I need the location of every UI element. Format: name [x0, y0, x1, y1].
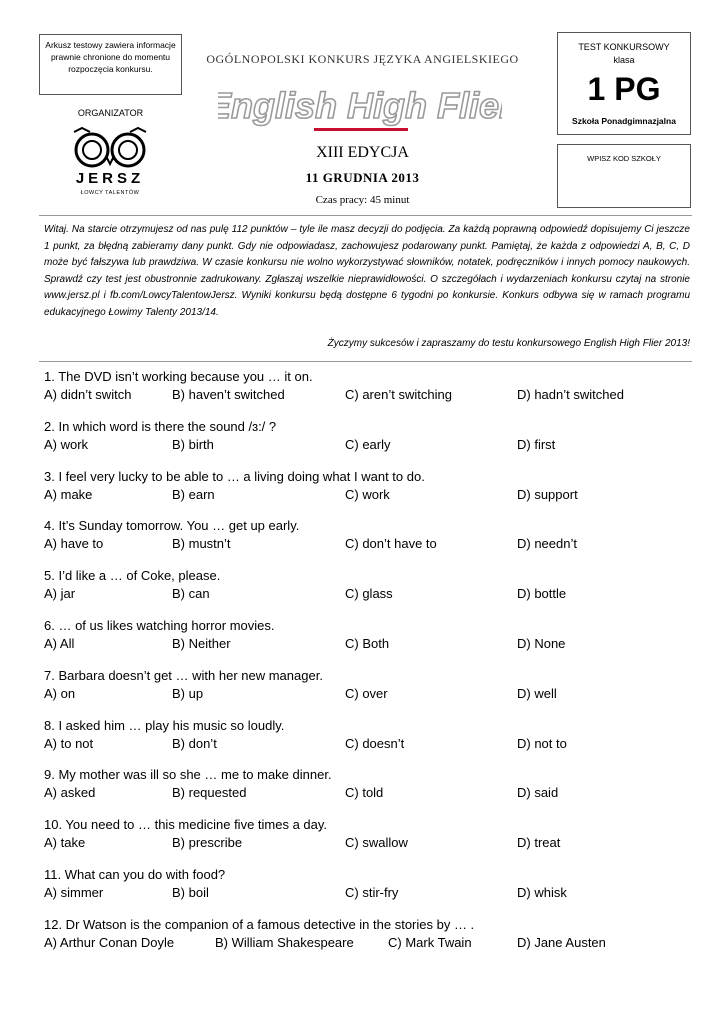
organizer-label: ORGANIZATOR: [77, 108, 144, 118]
answer-option-d[interactable]: D) treat: [517, 835, 561, 851]
answer-options: [44, 386, 694, 404]
answer-option-c[interactable]: C) aren’t switching: [345, 387, 452, 402]
answer-option-a[interactable]: A) take: [44, 835, 86, 851]
contest-title: OGÓLNOPOLSKI KONKURS JĘZYKA ANGIELSKIEGO: [206, 52, 519, 66]
answer-option-d[interactable]: D) bottle: [517, 586, 567, 602]
answer-option-a[interactable]: A) All: [44, 636, 75, 651]
answer-option-b[interactable]: B) boil: [172, 885, 209, 900]
question-11: [44, 866, 694, 902]
answer-options: [44, 685, 694, 703]
class-value: 1 PG: [587, 71, 661, 107]
question-stem: 6. … of us likes watching horror movies.: [44, 618, 275, 633]
answer-option-d[interactable]: D) None: [517, 636, 566, 651]
answer-option-b[interactable]: B) birth: [172, 436, 214, 452]
answer-option-a[interactable]: A) jar: [44, 586, 76, 602]
answer-option-d[interactable]: D) whisk: [517, 885, 567, 900]
question-stem: 1. The DVD isn’t working because you … it on.: [44, 369, 313, 384]
legal-notice: Arkusz testowy zawiera informacje prawnie chronione do momentu rozpoczęcia konkursu.: [39, 34, 182, 95]
duration: Czas pracy: 45 minut: [315, 194, 410, 206]
divider: [39, 361, 692, 362]
answer-option-c[interactable]: C) over: [345, 685, 388, 701]
answer-option-c[interactable]: C) stir-fry: [345, 885, 399, 900]
answer-option-d[interactable]: D) needn’t: [517, 536, 577, 552]
divider: [39, 215, 692, 216]
answer-option-c[interactable]: C) Both: [345, 636, 390, 651]
question-stem: 4. It’s Sunday tomorrow. You … get up early.: [44, 518, 300, 534]
answer-option-b[interactable]: B) William Shakespeare: [215, 934, 354, 950]
answer-option-b[interactable]: B) Neither: [172, 636, 231, 651]
answer-option-b[interactable]: B) prescribe: [172, 835, 243, 851]
question-stem: 12. Dr Watson is the companion of a famous detective in the stories by … .: [44, 916, 475, 932]
question-stem: 8. I asked him … play his music so loudly.: [44, 717, 285, 733]
question-2: [44, 418, 694, 454]
answer-option-a[interactable]: A) didn’t switch: [44, 387, 132, 402]
answer-option-d[interactable]: D) well: [517, 685, 557, 701]
school-type: Szkoła Ponadgimnazjalna: [572, 116, 676, 126]
question-12: [44, 916, 694, 952]
edition: XIII EDYCJA: [316, 144, 409, 161]
answer-option-c[interactable]: C) work: [345, 486, 390, 502]
answer-option-a[interactable]: A) Arthur Conan Doyle: [44, 934, 175, 950]
answer-option-d[interactable]: D) support: [517, 486, 578, 502]
closing-line: Życzymy sukcesów i zapraszamy do testu konkursowego English High Flier 2013!: [327, 338, 690, 349]
answer-option-b[interactable]: B) requested: [172, 785, 247, 801]
answer-option-a[interactable]: A) simmer: [44, 885, 104, 900]
organizer-logo: [60, 126, 160, 198]
answer-option-a[interactable]: A) make: [44, 486, 93, 502]
question-8: [44, 717, 694, 753]
answer-option-b[interactable]: B) earn: [172, 486, 215, 502]
school-code-box[interactable]: [557, 144, 691, 208]
question-stem: 3. I feel very lucky to be able to … a living doing what I want to do.: [44, 468, 425, 484]
test-label: TEST KONKURSOWY: [578, 42, 670, 52]
contest-banner: [218, 84, 502, 132]
test-class-box: [557, 32, 691, 135]
answer-options: [44, 884, 694, 902]
question-4: [44, 517, 694, 553]
answer-options: [44, 486, 694, 504]
question-5: [44, 567, 694, 603]
owl-eyes-icon: [60, 126, 160, 170]
contest-date: 11 GRUDNIA 2013: [305, 170, 420, 185]
answer-option-c[interactable]: C) told: [345, 785, 384, 801]
answer-option-a[interactable]: A) work: [44, 436, 89, 452]
answer-option-c[interactable]: C) Mark Twain: [388, 934, 472, 950]
answer-options: [44, 784, 694, 802]
answer-option-a[interactable]: A) on: [44, 685, 76, 701]
answer-option-b[interactable]: B) mustn’t: [172, 536, 231, 552]
answer-option-c[interactable]: C) swallow: [345, 835, 408, 851]
question-stem: 10. You need to … this medicine five times a day.: [44, 817, 328, 833]
answer-option-d[interactable]: D) hadn’t switched: [517, 387, 624, 402]
answer-options: [44, 436, 694, 454]
logo-brand: JERSZ: [75, 170, 145, 187]
school-code-label: WPISZ KOD SZKOŁY: [587, 154, 661, 163]
banner-red-bar: [314, 128, 408, 131]
banner-text: English High Flier: [218, 85, 502, 126]
answer-option-c[interactable]: C) glass: [345, 586, 393, 602]
question-3: [44, 468, 694, 504]
question-7: [44, 667, 694, 703]
logo-tagline: ŁOWCY TALENTÓW: [80, 190, 140, 196]
class-label: klasa: [613, 55, 635, 65]
answer-option-d[interactable]: D) not to: [517, 735, 567, 751]
question-stem: 5. I’d like a … of Coke, please.: [44, 568, 221, 584]
banner-graphic: [218, 84, 502, 132]
question-stem: 7. Barbara doesn’t get … with her new manager.: [44, 667, 323, 683]
answer-option-d[interactable]: D) first: [517, 436, 556, 452]
answer-option-d[interactable]: D) Jane Austen: [517, 934, 606, 950]
question-6: [44, 617, 694, 653]
answer-option-a[interactable]: A) to not: [44, 735, 94, 751]
answer-option-c[interactable]: C) early: [345, 436, 391, 452]
answer-option-b[interactable]: B) up: [172, 685, 204, 701]
answer-option-c[interactable]: C) doesn’t: [345, 735, 405, 751]
answer-option-b[interactable]: B) don’t: [172, 735, 217, 751]
answer-option-d[interactable]: D) said: [517, 785, 559, 801]
question-10: [44, 816, 694, 852]
answer-option-b[interactable]: B) can: [172, 586, 210, 602]
question-stem: 11. What can you do with food?: [44, 867, 226, 882]
answer-options: [44, 535, 694, 553]
answer-options: [44, 635, 694, 653]
instructions: Witaj. Na starcie otrzymujesz od nas pulę 112 punktów – tyle ile masz decyzji do podjęcia. Za każdą poprawną odpowiedź dopisujemy Ci jeszcze 1 punkt, za błędną zabieramy dany punkt. Gdy nie odpowiadasz, zachowujesz podarowany punkt. Pamiętaj, że każda z odpowiedzi A, B, C, D może być fałszywa lub prawdziwa. W czasie konkursu nie wolno wykorzystywać słowników, notatek, podręczników i innych pomocy naukowych. Sprawdź czy test jest obustronnie zadrukowany. Zgłaszaj wszelkie nieprawidłowości. O szczegółach i wydarzeniach konkursu czytaj na stronie www.jersz.pl i fb.com/LowcyTalentowJersz. Wyniki konkursu będą dostępne 6 tygodni po konkursie. Konkurs odbywa się w ramach programu edukacyjnego Łowimy Talenty 2013/14.: [44, 224, 690, 318]
answer-option-a[interactable]: A) have to: [44, 536, 104, 552]
answer-options: [44, 834, 694, 852]
question-1: [44, 368, 694, 404]
answer-options: [44, 735, 694, 753]
answer-options: [44, 585, 694, 603]
question-stem: 2. In which word is there the sound /ɜ:/ ?: [44, 418, 277, 434]
answer-option-a[interactable]: A) asked: [44, 785, 96, 801]
answer-options: [44, 934, 694, 952]
question-9: [44, 766, 694, 802]
answer-option-b[interactable]: B) haven’t switched: [172, 387, 285, 402]
question-stem: 9. My mother was ill so she … me to make dinner.: [44, 767, 332, 783]
answer-option-c[interactable]: C) don’t have to: [345, 536, 437, 552]
